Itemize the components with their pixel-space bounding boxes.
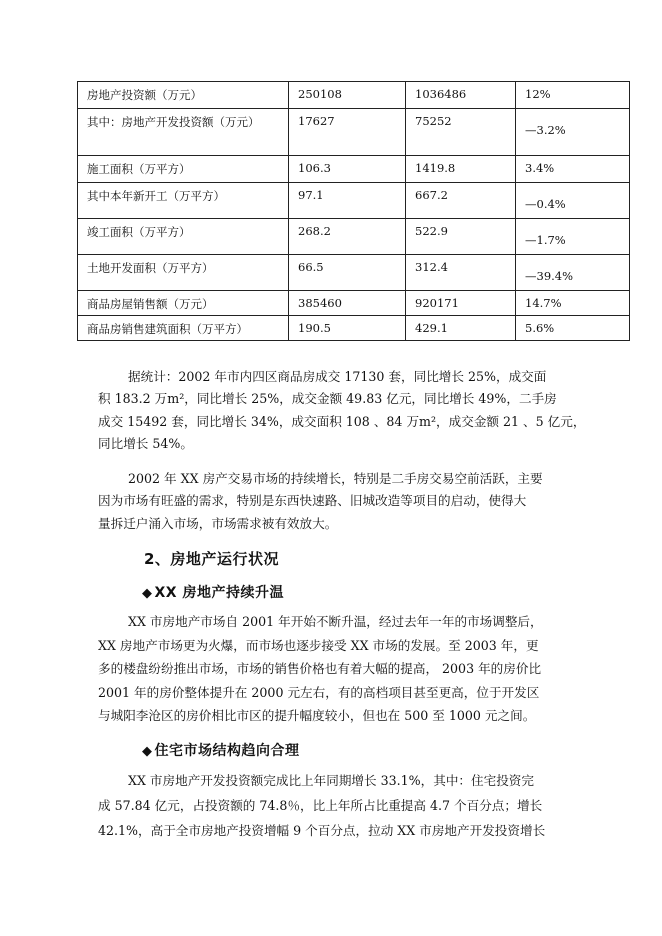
value-2002-cell — [289, 219, 406, 255]
paragraph-line: 成 57.84 亿元，占投资额的 74.8％，比上年所占比重提高 4.7 个百分点；增长 — [98, 798, 543, 813]
paragraph-statistics — [98, 366, 586, 456]
cell-text: 66.5 — [298, 260, 324, 274]
growth-rate-cell — [516, 109, 630, 156]
value-2002-cell — [289, 255, 406, 291]
paragraph-housing-investment — [98, 768, 570, 843]
paragraph-line: 42.1%，高于全市房地产投资增幅 9 个百分点，拉动 XX 市房地产开发投资增长 — [98, 823, 546, 838]
row-label-cell — [78, 183, 289, 219]
cell-text: 土地开发面积（万平方） — [87, 261, 214, 275]
growth-rate-cell — [516, 255, 630, 291]
table-row — [78, 82, 630, 109]
cell-text: 12% — [525, 87, 551, 101]
value-2002-cell — [289, 316, 406, 341]
cell-text: —0.4% — [525, 197, 566, 211]
value-2002-cell — [289, 291, 406, 316]
cell-text: 429.1 — [415, 321, 448, 335]
subsection-heading-text: XX 房地产持续升温 — [154, 585, 284, 601]
paragraph-line: 同比增长 54%。 — [98, 436, 193, 452]
value-total-cell — [406, 255, 516, 291]
cell-text: —39.4% — [525, 269, 574, 283]
cell-text: —3.2% — [525, 123, 566, 137]
row-label-cell — [78, 291, 289, 316]
value-total-cell — [406, 316, 516, 341]
section-heading: 2、房地产运行状况 — [144, 550, 279, 568]
paragraph-line: 据统计：2002 年市内四区商品房成交 17130 套，同比增长 25%，成交面 — [128, 369, 547, 384]
growth-rate-cell — [516, 82, 630, 109]
growth-rate-cell — [516, 316, 630, 341]
table-row — [78, 183, 630, 219]
table-row — [78, 291, 630, 316]
paragraph-line: 与城阳李沧区的房价相比市区的提升幅度较小，但也在 500 至 1000 元之间。 — [98, 708, 536, 723]
table-row — [78, 219, 630, 255]
statistics-table — [77, 81, 630, 341]
cell-text: 920171 — [415, 296, 459, 310]
value-2002-cell — [289, 156, 406, 183]
cell-text: 190.5 — [298, 321, 331, 335]
value-2002-cell — [289, 109, 406, 156]
cell-text: 312.4 — [415, 260, 448, 274]
paragraph-line: XX 市房地产市场自 2001 年开始不断升温，经过去年一年的市场调整后， — [128, 614, 543, 629]
row-label-cell — [78, 255, 289, 291]
growth-rate-cell — [516, 156, 630, 183]
table-row — [78, 316, 630, 341]
row-label-cell — [78, 109, 289, 156]
paragraph-line: 多的楼盘纷纷推出市场，市场的销售价格也有着大幅的提高， 2003 年的房价比 — [98, 661, 542, 676]
table-row — [78, 109, 630, 156]
cell-text: 房地产投资额（万元） — [87, 88, 202, 102]
paragraph-line: XX 市房地产开发投资额完成比上年同期增长 33.1%，其中：住宅投资完 — [128, 773, 534, 788]
value-2002-cell — [289, 183, 406, 219]
cell-text: 1036486 — [415, 87, 467, 101]
paragraph-line: 2002 年 XX 房产交易市场的持续增长，特别是二手房交易空前活跃，主要 — [128, 471, 543, 486]
paragraph-line: 积 183.2 万m²，同比增长 25%，成交金额 49.83 亿元，同比增长 49%，二手房 — [98, 391, 557, 407]
row-label-cell — [78, 316, 289, 341]
row-label-cell — [78, 156, 289, 183]
table-row — [78, 156, 630, 183]
paragraph-line: XX 房地产市场更为火爆，而市场也逐步接受 XX 市场的发展。至 2003 年，更 — [98, 637, 539, 653]
cell-text: —1.7% — [525, 233, 566, 247]
value-2002-cell — [289, 82, 406, 109]
value-total-cell — [406, 82, 516, 109]
cell-text: 商品房屋销售额（万元） — [87, 297, 214, 311]
row-label-cell — [78, 82, 289, 109]
subsection-heading-warming — [142, 582, 284, 602]
paragraph-price-rise — [98, 610, 570, 728]
cell-text: 施工面积（万平方） — [87, 162, 191, 176]
paragraph-line: 量拆迁户涌入市场，市场需求被有效放大。 — [98, 515, 338, 531]
value-total-cell — [406, 109, 516, 156]
paragraph-line: 因为市场有旺盛的需求，特别是东西快速路、旧城改造等项目的启动，使得大 — [98, 493, 527, 509]
growth-rate-cell — [516, 291, 630, 316]
cell-text: 75252 — [415, 114, 452, 128]
cell-text: 385460 — [298, 296, 342, 310]
cell-text: 268.2 — [298, 224, 331, 238]
diamond-bullet-icon: ◆ — [142, 586, 153, 601]
cell-text: 5.6% — [525, 321, 555, 335]
table-body — [78, 82, 630, 341]
diamond-bullet-icon: ◆ — [142, 744, 153, 759]
value-total-cell — [406, 156, 516, 183]
value-total-cell — [406, 219, 516, 255]
cell-text: 商品房销售建筑面积（万平方） — [87, 322, 248, 336]
growth-rate-cell — [516, 219, 630, 255]
cell-text: 14.7% — [525, 296, 562, 310]
paragraph-line: 成交 15492 套，同比增长 34%，成交面积 108 、84 万m²，成交金额 21 、5 亿元， — [98, 413, 586, 429]
cell-text: 522.9 — [415, 224, 448, 238]
subsection-heading-text: 住宅市场结构趋向合理 — [154, 743, 300, 759]
cell-text: 97.1 — [298, 188, 324, 202]
cell-text: 1419.8 — [415, 161, 456, 175]
table-row — [78, 255, 630, 291]
cell-text: 667.2 — [415, 188, 448, 202]
growth-rate-cell — [516, 183, 630, 219]
paragraph-market-growth — [98, 468, 570, 535]
subsection-heading-housing — [142, 740, 300, 760]
cell-text: 3.4% — [525, 161, 555, 175]
cell-text: 其中本年新开工（万平方） — [87, 189, 225, 203]
cell-text: 其中：房地产开发投资额（万元） — [87, 115, 260, 129]
value-total-cell — [406, 291, 516, 316]
value-total-cell — [406, 183, 516, 219]
paragraph-line: 2001 年的房价整体提升在 2000 元左右，有的高档项目甚至更高，位于开发区 — [98, 684, 540, 700]
cell-text: 17627 — [298, 114, 335, 128]
cell-text: 106.3 — [298, 161, 331, 175]
cell-text: 250108 — [298, 87, 342, 101]
row-label-cell — [78, 219, 289, 255]
cell-text: 竣工面积（万平方） — [87, 225, 191, 239]
